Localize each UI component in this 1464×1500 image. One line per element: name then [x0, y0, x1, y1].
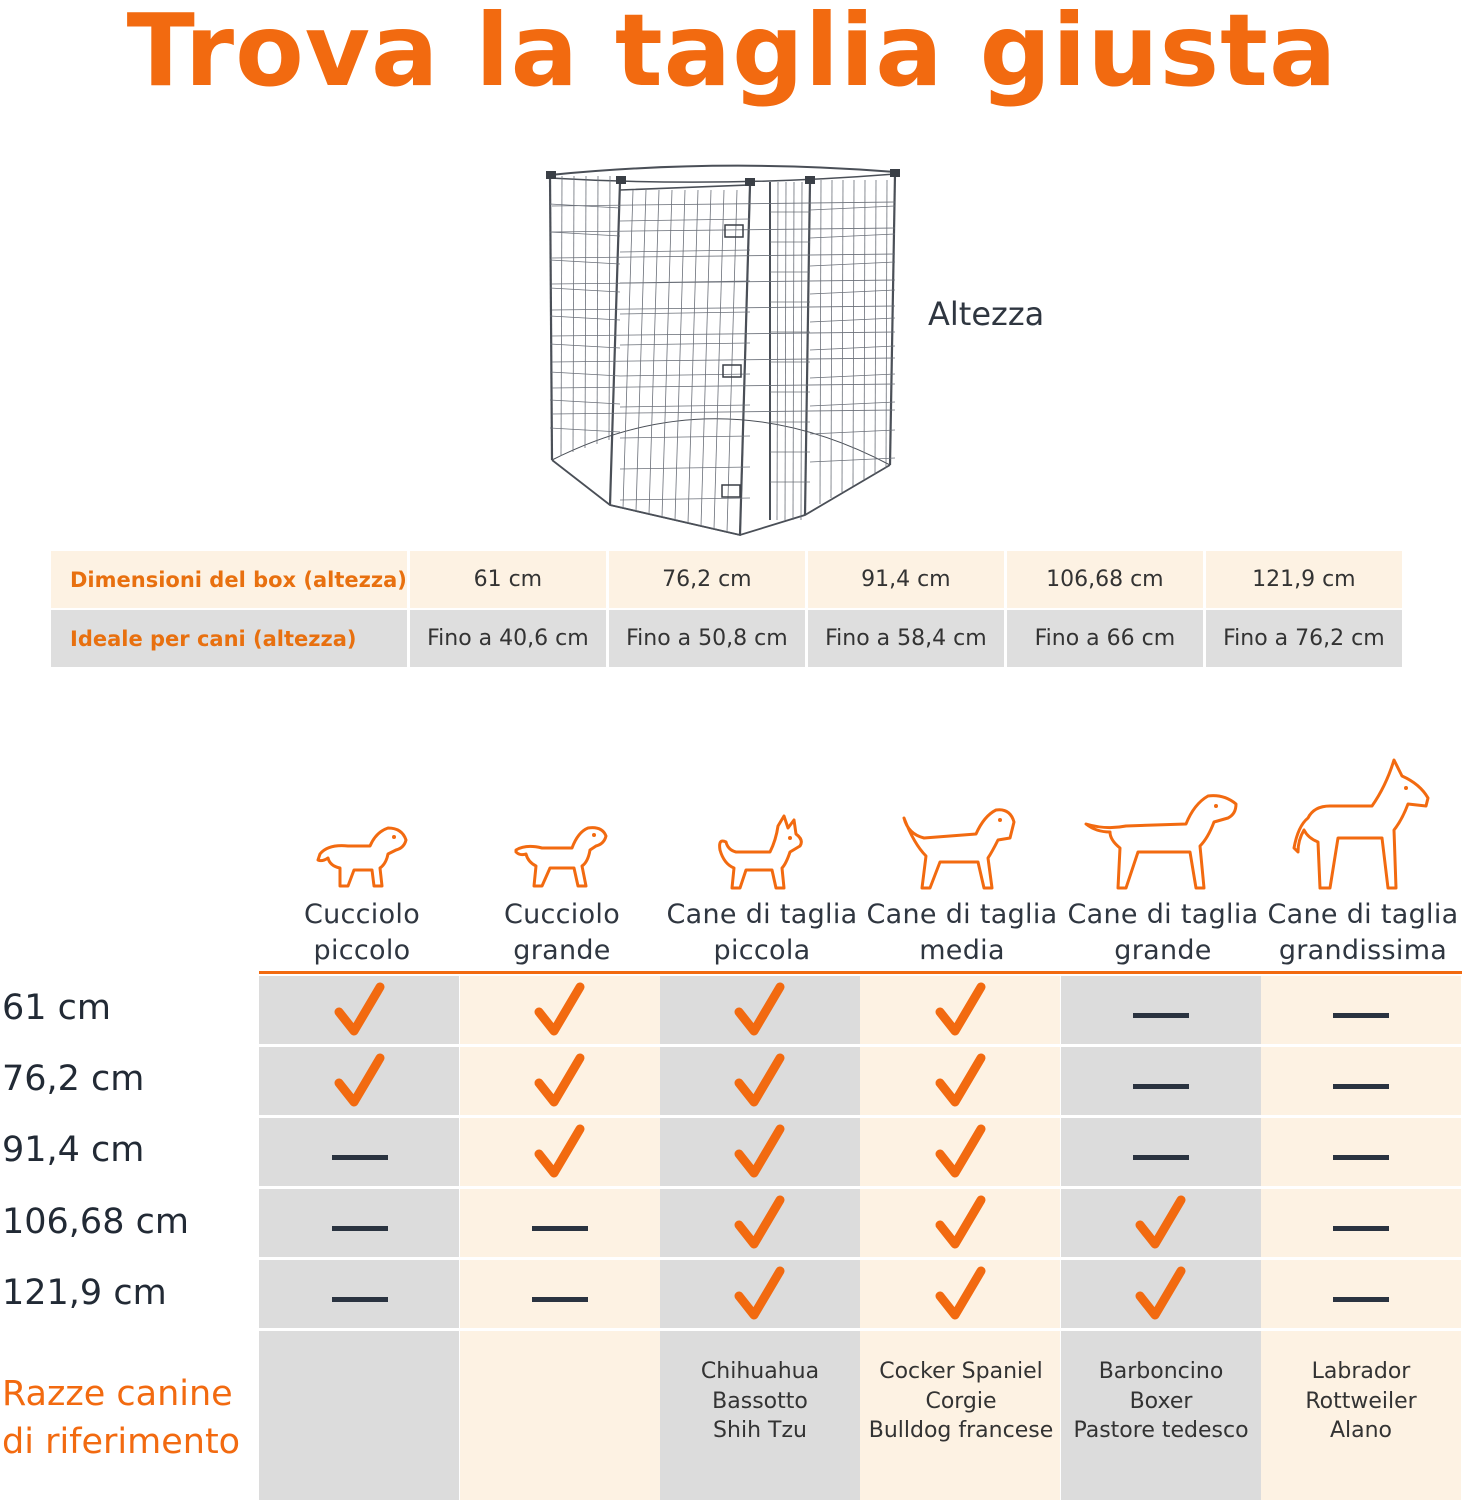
box-height-value: 61 cm: [410, 551, 606, 610]
size-row-label: 61 cm: [2, 988, 111, 1028]
check-icon: [1061, 1191, 1261, 1261]
dog-height-label: Ideale per cani (altezza): [51, 610, 407, 667]
breed-name: Cocker Spaniel: [879, 1359, 1043, 1384]
dash-icon: [1061, 1049, 1261, 1119]
dash-icon: [260, 1262, 460, 1332]
dash-icon: [1261, 1191, 1461, 1261]
small-dog-icon: [714, 812, 806, 892]
box-height-label: Dimensioni del box (altezza): [51, 551, 407, 610]
dog-pen-illustration: [540, 160, 905, 540]
size-row-label: 91,4 cm: [2, 1130, 145, 1170]
giant-dog-icon: [1290, 756, 1432, 892]
category-label: Cucciolo grande: [503, 899, 621, 966]
dog-height-value: Fino a 76,2 cm: [1206, 610, 1402, 667]
large-puppy-icon: [512, 822, 612, 890]
breed-name: Bulldog francese: [868, 1418, 1054, 1443]
table-row: [51, 551, 1402, 610]
size-spec-table: [48, 551, 1405, 667]
dash-icon: [1061, 978, 1261, 1048]
dash-icon: [1261, 978, 1461, 1048]
box-height-value: 106,68 cm: [1007, 551, 1203, 610]
dash-icon: [460, 1262, 660, 1332]
size-row-label: 121,9 cm: [2, 1273, 167, 1313]
dog-height-value: Fino a 66 cm: [1007, 610, 1203, 667]
reference-breeds-label: Razze canine di riferimento: [2, 1374, 241, 1462]
height-label: Altezza: [928, 295, 1045, 333]
breed-list: [1061, 1357, 1261, 1446]
check-icon: [660, 978, 860, 1048]
box-height-value: 121,9 cm: [1206, 551, 1402, 610]
dog-height-value: Fino a 58,4 cm: [808, 610, 1004, 667]
check-icon: [260, 978, 460, 1048]
check-icon: [260, 1049, 460, 1119]
check-icon: [660, 1191, 860, 1261]
page-title: Trova la taglia giusta: [126, 0, 1338, 109]
breed-name: Alano: [1329, 1418, 1393, 1443]
breed-name: Barboncino: [1098, 1359, 1224, 1384]
check-icon: [460, 1049, 660, 1119]
dash-icon: [1061, 1120, 1261, 1190]
table-row: [51, 610, 1402, 667]
check-icon: [861, 1120, 1061, 1190]
dash-icon: [260, 1120, 460, 1190]
check-icon: [660, 1120, 860, 1190]
check-icon: [861, 1262, 1061, 1332]
breed-name: Chihuahua: [700, 1359, 820, 1384]
check-icon: [861, 1191, 1061, 1261]
large-dog-icon: [1082, 790, 1242, 892]
check-icon: [660, 1262, 860, 1332]
check-icon: [861, 978, 1061, 1048]
category-label: Cane di taglia media: [866, 899, 1058, 966]
box-height-value: 76,2 cm: [609, 551, 805, 610]
category-label: Cane di taglia grandissima: [1267, 899, 1459, 966]
breed-name: Corgie: [925, 1388, 997, 1414]
size-row-label: 106,68 cm: [2, 1202, 189, 1242]
breed-list: [1261, 1357, 1461, 1446]
check-icon: [460, 978, 660, 1048]
category-label: Cucciolo piccolo: [303, 899, 421, 966]
breed-name: Rottweiler: [1305, 1388, 1417, 1414]
small-puppy-icon: [314, 824, 410, 890]
check-icon: [1061, 1262, 1261, 1332]
dash-icon: [1261, 1120, 1461, 1190]
header-divider: [259, 971, 1462, 974]
breed-list: [861, 1357, 1061, 1446]
box-height-value: 91,4 cm: [808, 551, 1004, 610]
medium-dog-icon: [900, 804, 1020, 892]
breed-list: [660, 1357, 860, 1446]
dash-icon: [260, 1191, 460, 1261]
dash-icon: [1261, 1262, 1461, 1332]
check-icon: [460, 1120, 660, 1190]
breed-name: Bassotto: [712, 1388, 808, 1414]
dash-icon: [460, 1191, 660, 1261]
check-icon: [660, 1049, 860, 1119]
breed-name: Pastore tedesco: [1073, 1418, 1249, 1443]
category-label: Cane di taglia piccola: [666, 899, 858, 966]
size-row-label: 76,2 cm: [2, 1059, 145, 1099]
breed-name: Shih Tzu: [713, 1418, 807, 1443]
breed-name: Labrador: [1311, 1359, 1411, 1384]
dash-icon: [1261, 1049, 1461, 1119]
dog-height-value: Fino a 40,6 cm: [410, 610, 606, 667]
dog-height-value: Fino a 50,8 cm: [609, 610, 805, 667]
category-label: Cane di taglia grande: [1067, 899, 1259, 966]
check-icon: [861, 1049, 1061, 1119]
breed-name: Boxer: [1129, 1388, 1193, 1414]
